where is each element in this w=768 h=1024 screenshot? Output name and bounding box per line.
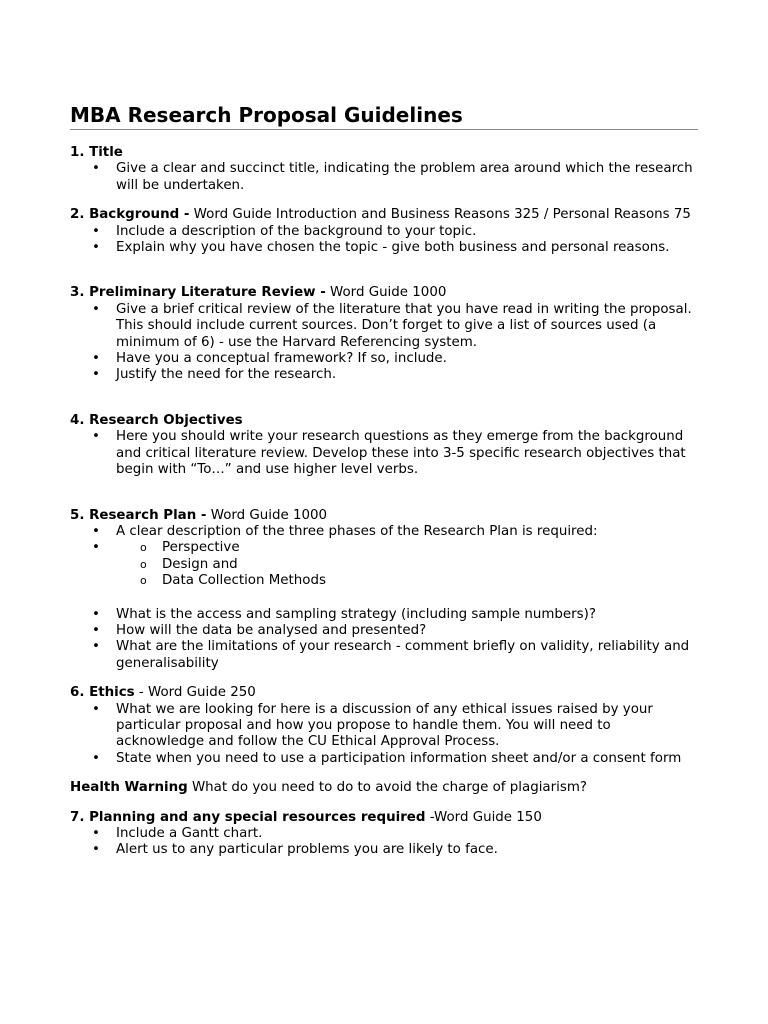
section-heading-label: Health Warning [70,780,188,796]
nested-list-container [116,540,700,589]
list-item: • Here you should write your research questions as they emerge from the background and critical literature review. Develop these into 3-5 specific research objectives that begin with “To…” and use higher level verbs. [116,429,700,478]
bullet-list [70,524,700,540]
list-item: • State when you need to use a participation information sheet and/or a consent form [116,751,700,767]
bullet-list [70,161,700,194]
section-heading-note: - Word Guide 250 [134,685,256,701]
section-heading-note: Word Guide 1000 [206,507,328,523]
list-item: • Alert us to any particular problems you are likely to face. [116,842,700,858]
bullet-list [70,702,700,768]
section-heading-note: -Word Guide 150 [425,809,542,825]
section-heading-label: 2. Background - [70,207,190,223]
page-title: MBA Research Proposal Guidelines [70,101,698,130]
section-ethics [70,685,700,767]
bullet-list [70,224,700,257]
section-title [70,145,700,194]
section-heading-note: Word Guide 1000 [325,285,447,301]
section-heading [70,810,700,826]
sub-bullet-list [116,540,700,589]
sub-list-item: o Data Collection Methods [162,573,700,589]
section-heading [70,145,700,161]
section-heading-label: 3. Preliminary Literature Review - [70,285,326,301]
section-heading-label: 1. Title [70,145,123,160]
section-heading [70,207,700,223]
bullet-list [70,302,700,384]
section-health-warning [70,780,700,796]
list-item: • Have you a conceptual framework? If so, include. [116,351,700,367]
list-item: • Explain why you have chosen the topic - give both business and personal reasons. [116,240,700,256]
section-heading-label: 5. Research Plan - [70,507,207,523]
list-item: • What are the limitations of your research - comment briefly on validity, reliability and generalisability [116,639,700,672]
sub-list-item: o Design and [162,557,700,573]
bullet-list [70,607,700,673]
section-heading [70,508,700,524]
document-page [70,101,700,859]
list-item: • What is the access and sampling strategy (including sample numbers)? [116,607,700,623]
list-item: • Include a Gantt chart. [116,826,700,842]
section-planning [70,810,700,859]
bullet-list [70,429,700,478]
section-heading [70,685,700,701]
section-literature-review [70,285,700,383]
section-heading-label: 6. Ethics [70,685,135,701]
list-item: • Justify the need for the research. [116,367,700,383]
list-item: • Give a clear and succinct title, indicating the problem area around which the research will be undertaken. [116,161,700,194]
section-heading [70,413,700,429]
section-research-objectives [70,413,700,479]
list-item: • Give a brief critical review of the literature that you have read in writing the proposal. This should include current sources. Don’t forget to give a list of sources used (a minimum of 6) - use the Harvard Referencing system. [116,302,700,351]
list-item: • What we are looking for here is a discussion of any ethical issues raised by your particular proposal and how you propose to handle them. You will need to acknowledge and follow the CU Ethical Approval Process. [116,702,700,751]
list-item: • A clear description of the three phases of the Research Plan is required: [116,524,700,540]
section-heading [70,780,700,796]
section-research-plan [70,508,700,673]
section-heading-label: 4. Research Objectives [70,412,243,428]
section-heading [70,285,700,301]
list-item: • How will the data be analysed and presented? [116,623,700,639]
section-background [70,207,700,256]
section-heading-note: Word Guide Introduction and Business Reasons 325 / Personal Reasons 75 [189,207,691,223]
sub-list-item: o • Perspective [162,540,700,556]
bullet-list-nested [70,540,700,589]
section-heading-note: What do you need to do to avoid the charge of plagiarism? [187,780,587,796]
list-item: • Include a description of the background to your topic. [116,224,700,240]
bullet-list [70,826,700,859]
section-heading-label: 7. Planning and any special resources required [70,809,426,825]
